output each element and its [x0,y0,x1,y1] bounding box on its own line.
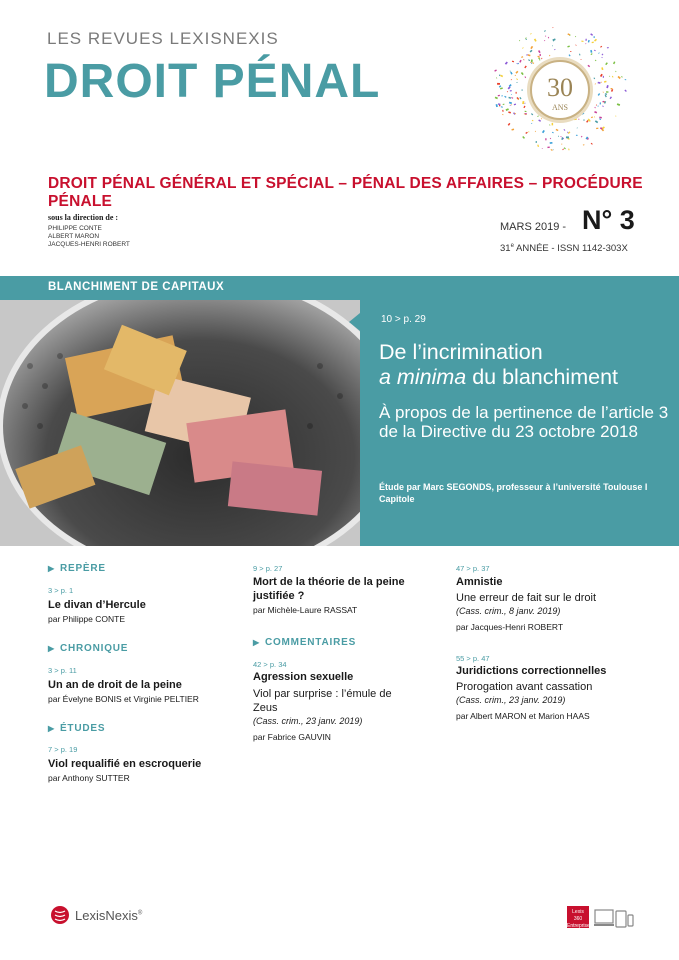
confetti-piece [514,104,516,106]
confetti-piece [566,136,569,138]
confetti-piece [525,39,527,40]
confetti-piece [496,77,497,78]
confetti-piece [515,71,518,74]
confetti-piece [511,79,512,80]
hero-page-ref: 10 > p. 29 [381,314,426,325]
confetti-piece [541,58,542,60]
confetti-piece [550,138,551,140]
confetti-piece [590,50,592,53]
confetti-piece [530,33,532,35]
confetti-piece [502,110,503,112]
confetti-piece [525,76,527,78]
director-name: JACQUES-HENRI ROBERT [48,241,130,248]
confetti-piece [531,123,532,124]
confetti-piece [591,143,593,145]
anniversary-badge [492,18,628,154]
confetti-piece [600,46,602,48]
confetti-piece [594,50,596,52]
confetti-piece [594,36,595,38]
confetti-piece [539,60,540,61]
confetti-piece [615,116,616,117]
confetti-piece [598,93,601,96]
confetti-piece [524,66,527,69]
lexis-360-badge: Lexis 360 Entreprises [567,906,589,928]
confetti-piece [521,72,524,75]
confetti-piece [516,82,517,83]
case-citation: (Cass. crim., 23 janv. 2019) [456,695,566,705]
confetti-piece [588,40,590,43]
section-chronique: ▶ CHRONIQUE [48,643,128,654]
page-ref: 9 > p. 27 [253,564,283,573]
confetti-piece [545,138,546,140]
confetti-piece [615,71,616,72]
confetti-piece [613,61,615,64]
confetti-piece [508,111,511,113]
confetti-piece [525,111,527,112]
confetti-piece [624,90,626,92]
issue-year-issn: 31e ANNÉE - ISSN 1142-303X [500,243,628,255]
publisher-name: LexisNexis® [75,908,143,923]
confetti-piece [591,53,593,55]
confetti-piece [551,149,553,151]
confetti-piece [558,136,559,137]
confetti-piece [531,113,533,115]
confetti-piece [496,104,498,107]
article-subtitle: Prorogation avant cassation [456,681,593,693]
confetti-piece [509,102,512,105]
confetti-piece [611,88,613,89]
confetti-piece [569,54,571,56]
confetti-piece [504,96,506,98]
confetti-piece [577,127,578,128]
journal-title: DROIT PÉNAL [44,55,381,108]
confetti-piece [499,85,502,87]
confetti-piece [602,54,604,56]
confetti-piece [522,47,524,48]
confetti-piece [502,114,504,115]
hero-title: De l’incrimination a minima du blanchiment [379,340,619,389]
confetti-piece [548,37,549,39]
article-author: par Jacques-Henri ROBERT [456,622,564,632]
confetti-piece [605,93,607,95]
confetti-piece [605,62,608,65]
confetti-piece [606,91,608,93]
confetti-piece [563,129,565,131]
confetti-piece [580,59,581,60]
confetti-piece [625,79,627,80]
confetti-piece [592,41,594,43]
confetti-piece [508,97,511,99]
confetti-piece [611,89,613,92]
confetti-piece [552,27,553,28]
confetti-piece [522,101,524,104]
confetti-piece [591,116,593,118]
confetti-piece [512,61,514,63]
confetti-piece [575,45,576,46]
confetti-piece [516,78,518,80]
confetti-piece [519,97,521,99]
confetti-piece [537,145,539,148]
confetti-piece [506,108,509,111]
confetti-piece [525,113,527,114]
confetti-piece [612,76,614,78]
confetti-piece [609,76,610,77]
confetti-piece [594,111,597,114]
confetti-piece [498,103,501,105]
section-reperes: ▶ REPÈRE [48,563,106,574]
badge-word: ANS [551,103,569,112]
confetti-piece [501,106,503,108]
confetti-piece [508,86,511,89]
confetti-piece [606,85,608,88]
confetti-piece [599,118,601,120]
devices-icon [594,908,634,930]
confetti-piece [552,132,554,134]
confetti-piece [507,91,508,92]
confetti-piece [508,123,511,126]
confetti-piece [530,46,533,49]
confetti-piece [538,119,541,121]
page-ref: 7 > p. 19 [48,745,78,754]
confetti-piece [598,105,599,106]
confetti-piece [524,113,525,114]
article-author: par Fabrice GAUVIN [253,732,331,742]
confetti-piece [519,60,521,63]
direction-label: sous la direction de : [48,213,119,222]
confetti-piece [617,103,620,106]
confetti-piece [594,107,595,109]
confetti-piece [607,47,609,48]
confetti-piece [583,144,585,145]
confetti-piece [537,115,539,116]
director-name: ALBERT MARON [48,233,100,240]
confetti-piece [498,95,500,97]
confetti-piece [594,39,597,42]
confetti-piece [549,124,550,125]
confetti-piece [503,104,505,105]
confetti-piece [531,59,533,62]
confetti-piece [525,37,527,39]
badge-number: 30 [547,73,573,102]
article-title: Viol requalifié en escroquerie [48,758,202,770]
article-title: Amnistie [456,576,503,588]
confetti-piece [595,120,598,123]
confetti-piece [552,45,553,46]
director-name: PHILIPPE CONTE [48,225,102,232]
confetti-piece [595,60,597,62]
confetti-piece [617,76,620,79]
confetti-piece [585,39,586,41]
confetti-piece [561,144,562,145]
confetti-piece [602,101,604,102]
confetti-piece [550,142,553,144]
confetti-piece [505,62,508,65]
confetti-piece [542,130,545,133]
article-title: Mort de la théorie de la peine justifiée ? [253,576,405,602]
confetti-piece [523,59,524,60]
confetti-piece [511,129,514,131]
confetti-piece [523,106,525,109]
confetti-piece [568,149,569,151]
confetti-piece [600,102,601,104]
article-subtitle: Viol par surprise : l’émule de Zeus [253,688,392,714]
confetti-piece [609,96,612,99]
confetti-piece [494,69,497,71]
confetti-piece [540,54,541,56]
confetti-piece [584,119,585,121]
confetti-piece [516,63,517,64]
confetti-piece [595,83,596,84]
article-subtitle: Une erreur de fait sur le droit [456,592,597,604]
confetti-piece [581,41,583,43]
confetti-piece [500,75,503,78]
confetti-piece [587,65,590,68]
confetti-piece [604,81,607,83]
confetti-piece [553,149,554,150]
confetti-piece [552,123,554,126]
page-ref: 55 > p. 47 [456,654,490,663]
confetti-piece [585,43,586,44]
article-title: Juridictions correctionnelles [456,665,607,677]
confetti-piece [621,76,623,78]
issue-number: N° 3 [582,205,635,235]
issue-date: MARS 2019 - [500,221,567,233]
confetti-piece [535,131,536,132]
confetti-piece [524,103,525,104]
confetti-piece [549,55,550,57]
confetti-piece [564,147,566,149]
confetti-piece [554,49,556,50]
confetti-piece [534,39,537,42]
confetti-piece [561,137,563,140]
confetti-piece [562,149,564,151]
confetti-piece [522,136,525,139]
confetti-piece [605,95,607,98]
confetti-piece [515,75,517,76]
article-author: par Albert MARON et Marion HAAS [456,711,590,721]
article-author: par Michèle-Laure RASSAT [253,605,358,615]
confetti-piece [544,40,545,41]
confetti-piece [601,82,602,83]
page-ref: 3 > p. 11 [48,666,77,675]
confetti-piece [532,62,534,64]
confetti-piece [578,119,579,120]
hero-tab-label: BLANCHIMENT DE CAPITAUX [48,281,225,293]
confetti-piece [511,97,513,99]
hero-author: Étude par Marc SEGONDS, professeur à l’université Toulouse I Capitole [379,482,648,504]
article-author: par Anthony SUTTER [48,773,130,783]
confetti-piece [501,95,503,96]
confetti-piece [598,82,601,84]
confetti-piece [525,132,527,134]
confetti-piece [528,131,529,132]
hero-notch [349,313,360,331]
confetti-piece [510,72,512,75]
confetti-piece [599,117,602,119]
confetti-piece [601,57,602,58]
series-name: LES REVUES LEXISNEXIS [47,29,279,48]
article-author: par Évelyne BONIS et Virginie PELTIER [48,694,199,704]
confetti-piece [593,77,595,79]
section-commentaires: ▶ COMMENTAIRES [253,637,356,648]
confetti-piece [536,141,537,143]
hero-photo [0,276,360,546]
confetti-piece [528,54,531,56]
confetti-piece [528,59,530,61]
confetti-piece [570,51,571,52]
confetti-piece [596,128,598,130]
confetti-piece [575,36,576,37]
page-ref: 3 > p. 1 [48,586,74,595]
confetti-piece [542,148,543,149]
confetti-piece [510,105,511,106]
article-author: par Philippe CONTE [48,614,126,624]
confetti-piece [594,116,595,117]
confetti-piece [560,136,561,137]
confetti-piece [497,83,500,85]
section-etudes: ▶ ÉTUDES [48,723,105,734]
confetti-piece [511,104,512,105]
confetti-piece [576,135,578,136]
confetti-piece [510,71,511,72]
confetti-piece [545,36,546,37]
confetti-piece [538,50,541,53]
article-title: Le divan d’Hercule [48,599,146,611]
confetti-piece [541,118,542,119]
confetti-piece [511,94,512,95]
confetti-piece [544,30,546,32]
confetti-piece [601,67,603,70]
article-title: Agression sexuelle [253,671,354,683]
confetti-piece [500,87,503,89]
confetti-piece [495,97,498,100]
lexisnexis-logo-icon [50,905,70,925]
confetti-piece [567,46,570,48]
confetti-piece [581,136,583,138]
confetti-piece [590,33,593,36]
subject-line: DROIT PÉNAL GÉNÉRAL ET SPÉCIAL – PÉNAL DES AFFAIRES – PROCÉDURE PÉNALE [48,175,643,210]
confetti-piece [596,104,597,105]
confetti-piece [532,120,534,122]
confetti-piece [556,129,559,131]
case-citation: (Cass. crim., 23 janv. 2019) [253,716,363,726]
confetti-piece [510,90,512,92]
hero-subtitle: À propos de la pertinence de l’article 3 de la Directive du 23 octobre 2018 [379,403,669,441]
confetti-piece [521,56,523,58]
confetti-piece [579,54,580,56]
confetti-piece [600,74,603,77]
confetti-piece [603,92,604,93]
confetti-piece [603,76,604,78]
page-ref: 42 > p. 34 [253,660,287,669]
article-title: Un an de droit de la peine [48,679,182,691]
confetti-piece [522,89,523,91]
confetti-piece [602,105,604,107]
case-citation: (Cass. crim., 8 janv. 2019) [456,606,561,616]
confetti-piece [519,40,520,41]
confetti-piece [530,50,533,53]
confetti-piece [547,147,549,149]
confetti-piece [598,52,599,53]
confetti-piece [516,92,517,94]
page-ref: 47 > p. 37 [456,564,490,573]
